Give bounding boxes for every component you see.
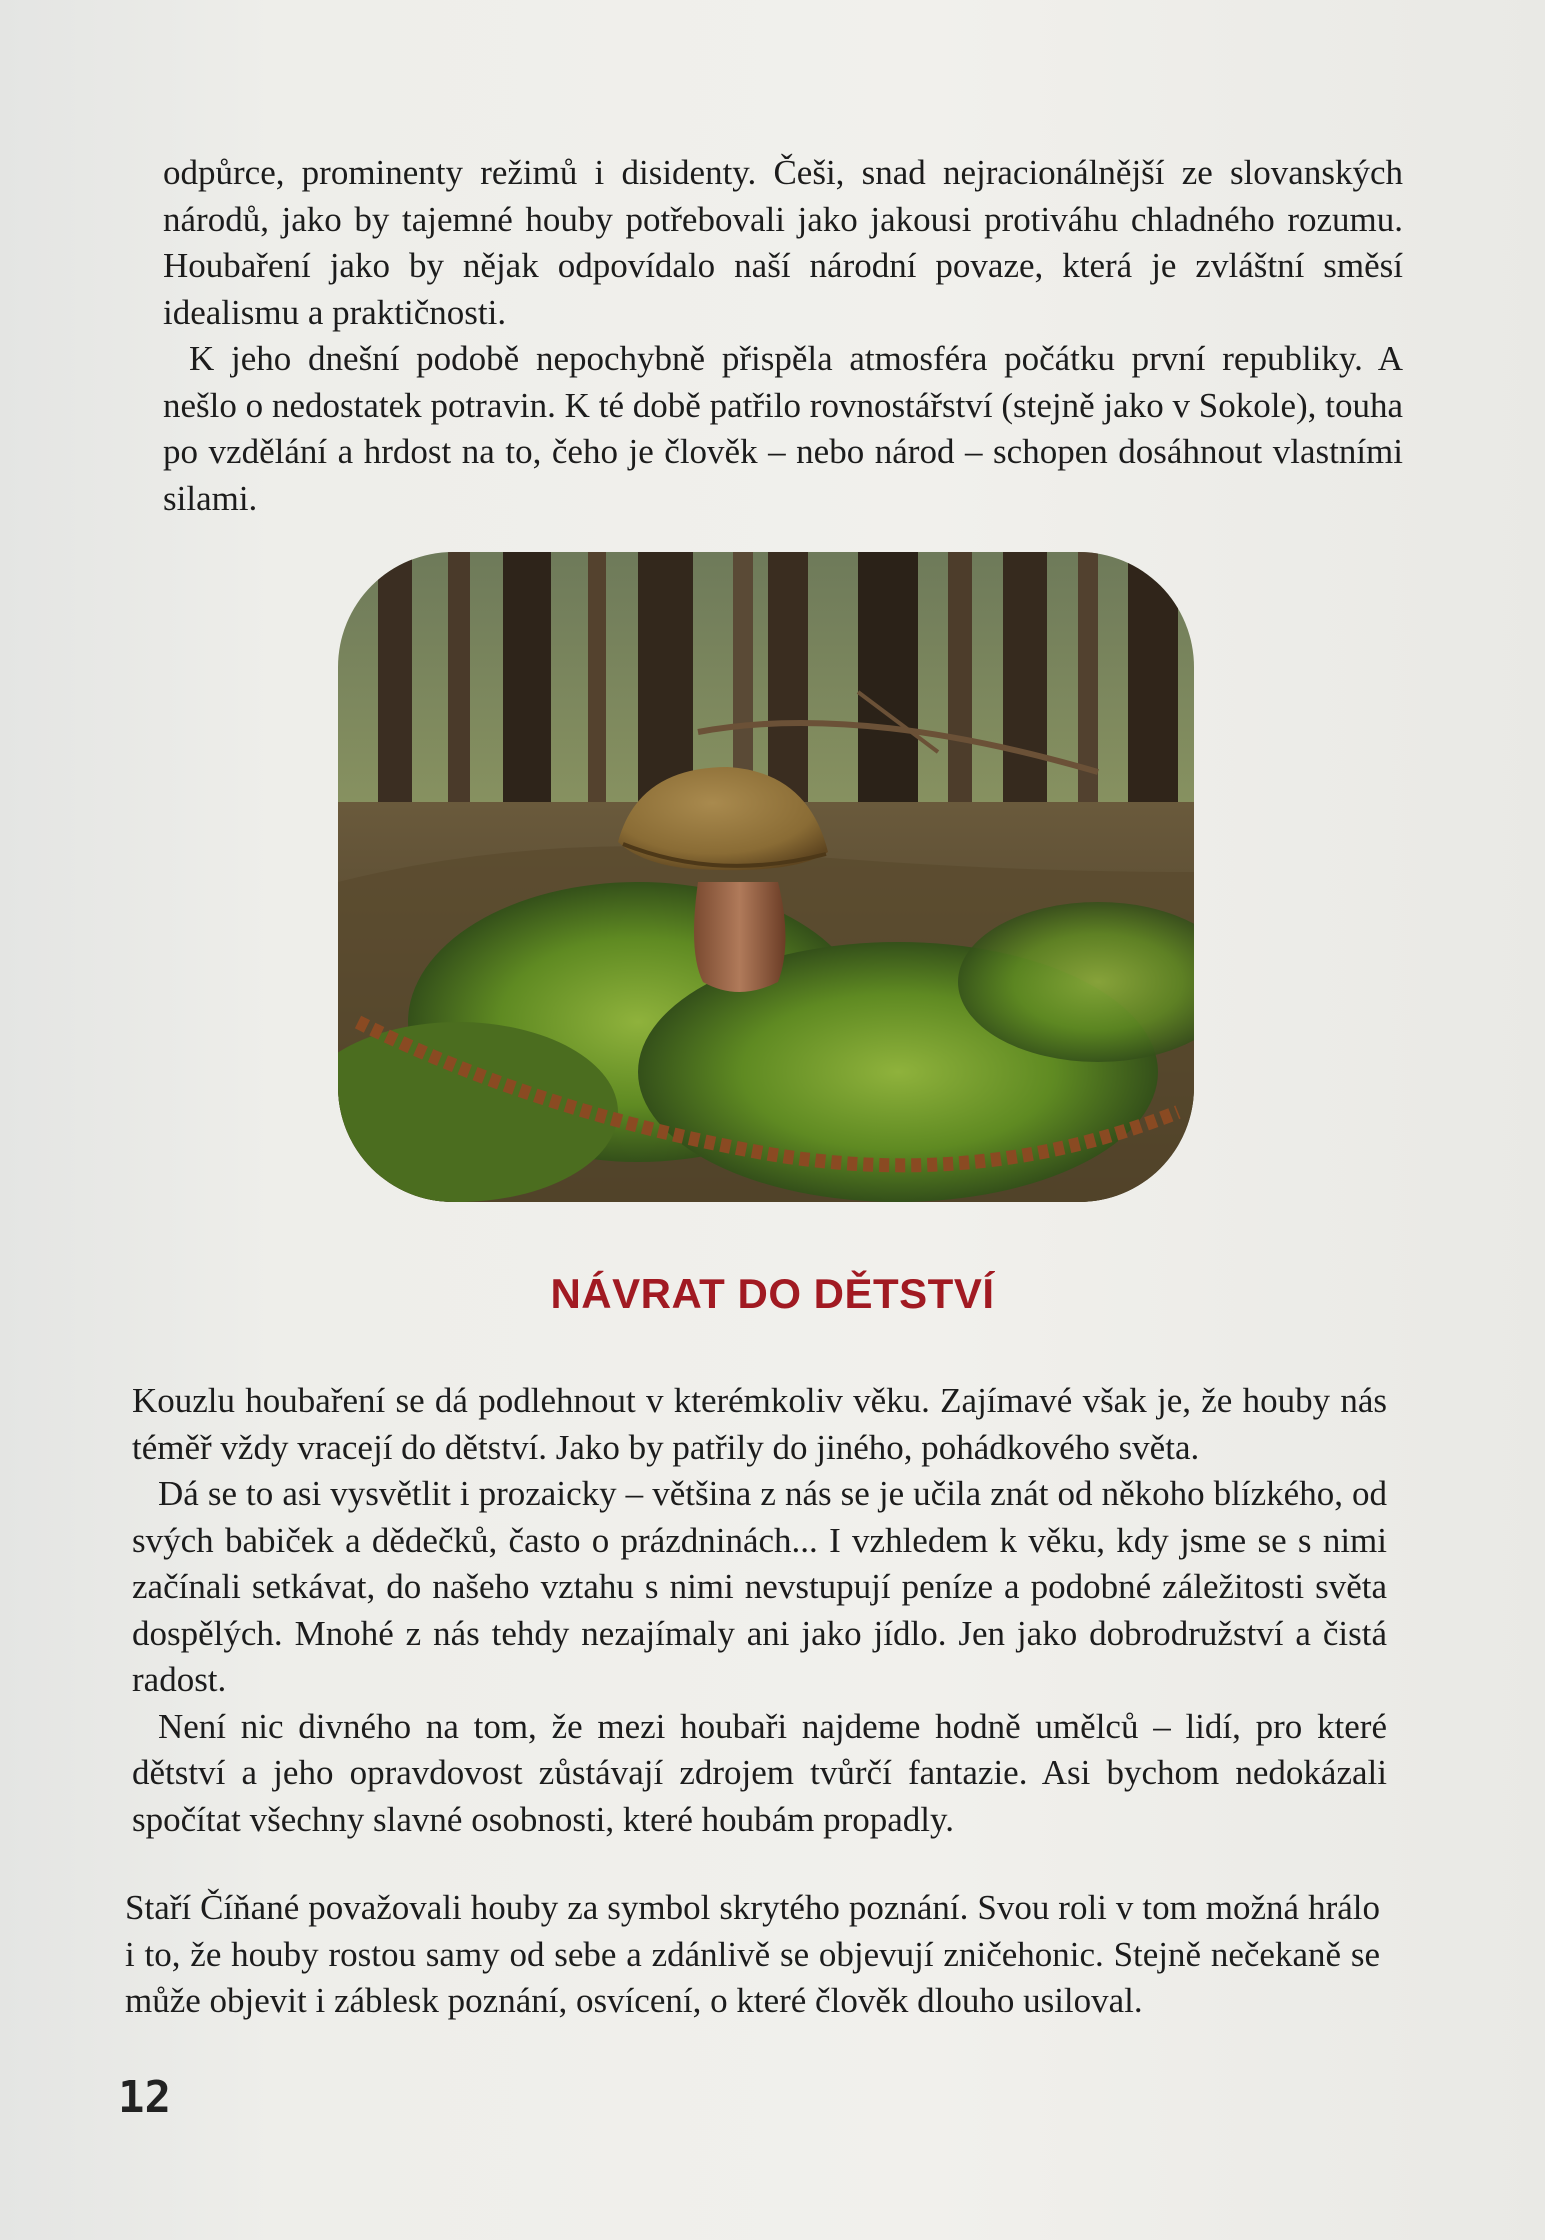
page-number: 12 (118, 2072, 171, 2123)
text-block-chinese (125, 1885, 1380, 2025)
paragraph: Staří Číňané považovali houby za symbol skrytého poznání. Svou roli v tom možná hrálo i to, že houby rostou samy od sebe a zdánlivě se objevují zničehonic. Stejně nečekaně se může objevit i záblesk poznání, osvícení, o které člověk dlouho usiloval. (125, 1888, 1380, 2020)
paragraph: Není nic divného na tom, že mezi houbaři najdeme hodně umělců – lidí, pro které dětství a jeho opravdovost zůstávají zdrojem tvůrčí fantazie. Asi bychom nedokázali spočítat všechny slavné osobnosti, které houbám propadly. (132, 1706, 1387, 1839)
text-block-childhood (132, 1378, 1387, 1843)
paragraph: K jeho dnešní podobě nepochybně přispěla atmosféra počátku první republiky. A nešlo o nedostatek potravin. K té době patřilo rovnostářství (stejně jako v Sokole), touha po vzdělání a hrdost na to, čeho je člověk – nebo národ – schopen dosáhnout vlastními silami. (163, 339, 1403, 518)
text-block-intro (163, 150, 1403, 522)
paragraph: odpůrce, prominenty režimů i disidenty. Češi, snad nejracionálnější ze slovanských národů, jako by tajemné houby potřebovali jako jakousi protiváhu chladného rozumu. Houbaření jako by nějak odpovídalo naší národní povaze, která je zvláštní směsí idealismu a praktičnosti. (163, 153, 1403, 332)
mushroom-photo (338, 552, 1194, 1202)
paragraph: Kouzlu houbaření se dá podlehnout v kterémkoliv věku. Zajímavé však je, že houby nás téměř vždy vracejí do dětství. Jako by patřily do jiného, pohádkového světa. (132, 1381, 1387, 1467)
paragraph: Dá se to asi vysvětlit i prozaicky – většina z nás se je učila znát od někoho blízkého, od svých babiček a dědečků, často o prázdninách... I vzhledem k věku, kdy jsme se s nimi začínali setkávat, do našeho vztahu s nimi nevstupují peníze a podobné záležitosti světa dospělých. Mnohé z nás tehdy nezajímaly ani jako jídlo. Jen jako dobrodružství a čistá radost. (132, 1474, 1387, 1699)
section-heading: NÁVRAT DO DĚTSTVÍ (550, 1270, 995, 1317)
